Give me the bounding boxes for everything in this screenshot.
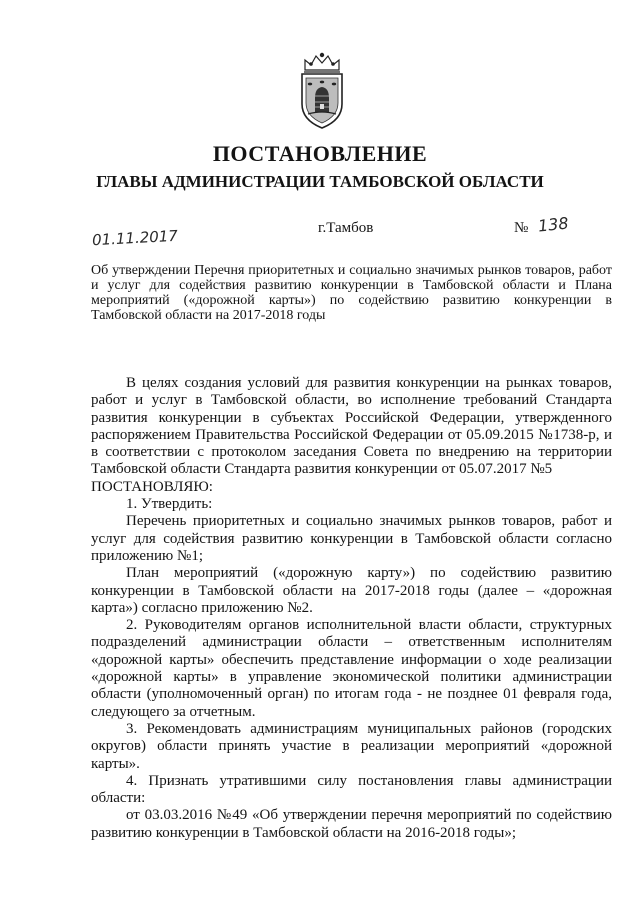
preamble-paragraph: В целях создания условий для развития конкуренции на рынках товаров, работ и услуг в Тамбовской области, во исполнение требований Стандарта развития конкуренции в субъектах Российской Федерации, утвержденного распоряжением Правительства Российской Федерации от 05.09.2015 №1738-р, и в соответствии с протоколом заседания Совета по внедрению на территории Тамбовской области Стандарта развития конкуренции от 05.07.2017 №5 (91, 375, 612, 478)
clause-2: 2. Руководителям органов исполнительной власти области, структурных подразделений администрации области – ответственным исполнителям «дорожной карты» обеспечить представление информации о ходе реализации «дорожной карты» в управление экономической политики администрации области (уполномоченный орган) по итогам года - не позднее 01 февраля года, следующего за отчетным. (91, 617, 612, 720)
number-label: № (514, 220, 529, 236)
clause-1-item-1: Перечень приоритетных и социально значимых рынков товаров, работ и услуг для содействия развитию конкуренции в Тамбовской области согласно приложению №1; (91, 513, 612, 564)
document-title: ПОСТАНОВЛЕНИЕ (212, 141, 428, 166)
tambov-coat-of-arms-icon (296, 52, 348, 130)
city-label: г.Тамбов (318, 220, 374, 236)
resolution-keyword: ПОСТАНОВЛЯЮ: (91, 478, 213, 495)
handwritten-number: 138 (537, 213, 570, 236)
clause-3: 3. Рекомендовать администрациям муниципальных районов (городских округов) области принять участие в реализации мероприятий «дорожной карты». (91, 720, 612, 772)
document-body (91, 375, 612, 842)
clause-1-item-2: План мероприятий («дорожную карту») по содействию развитию конкуренции в Тамбовской области на 2017-2018 годы (далее – «дорожная карта») согласно приложению №2. (91, 565, 612, 616)
clause-1-heading: 1. Утвердить: (126, 496, 213, 513)
clause-4: 4. Признать утратившими силу постановления главы администрации области: (91, 772, 612, 807)
handwritten-date: 01.11.2017 (91, 226, 179, 250)
document-subtitle: ГЛАВЫ АДМИНИСТРАЦИИ ТАМБОВСКОЙ ОБЛАСТИ (96, 172, 544, 191)
clause-4-item-1: от 03.03.2016 №49 «Об утверждении перечня мероприятий по содействию развитию конкуренции в Тамбовской области на 2016-2018 годы»; (91, 807, 612, 841)
document-subject: Об утверждении Перечня приоритетных и социально значимых рынков товаров, работ и услуг для содействия развитию конкуренции в Тамбовской области и Плана мероприятий («дорожной карты») по содействию развитию конкуренции в Тамбовской области на 2017-2018 годы (91, 263, 612, 323)
